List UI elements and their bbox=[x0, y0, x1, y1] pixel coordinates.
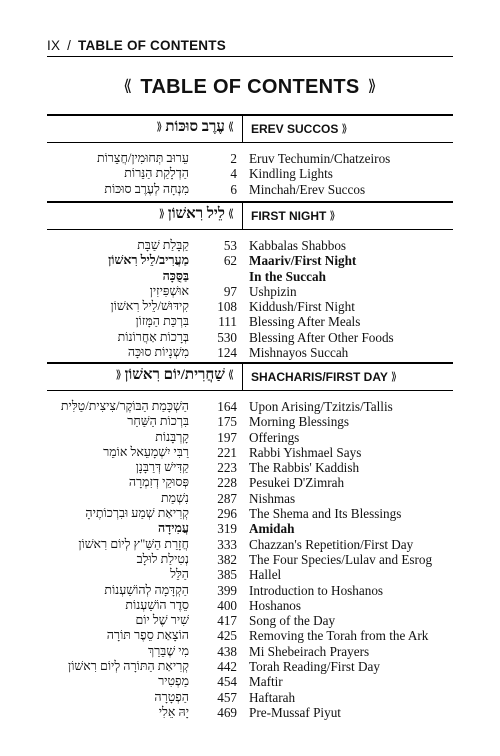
entry-page-number: 469 bbox=[217, 704, 237, 720]
entry-english-title: In the Succah bbox=[249, 268, 326, 284]
entry-page-number: 6 bbox=[230, 181, 237, 197]
entry-page-number: 438 bbox=[217, 643, 237, 659]
section-hebrew-title bbox=[112, 367, 237, 384]
entry-page-number: 287 bbox=[217, 490, 237, 506]
page-number: IX bbox=[47, 38, 61, 53]
entry-page-number: 530 bbox=[217, 329, 237, 345]
section-english-label: EREV SUCCOS bbox=[251, 122, 339, 136]
toc-entry[interactable] bbox=[47, 314, 453, 329]
page-title-block bbox=[0, 76, 500, 99]
ornament-icon: ⟫ bbox=[329, 210, 336, 222]
ornament-icon: ⟪ bbox=[158, 208, 165, 220]
ornament-icon: ⟫ bbox=[227, 208, 234, 220]
toc-entry[interactable] bbox=[47, 151, 453, 166]
entry-page-number: 382 bbox=[217, 551, 237, 567]
entry-hebrew-title: קִידּוּשׁ/לֵיל רִאשׁוֹן bbox=[110, 299, 189, 314]
toc-entry[interactable] bbox=[47, 182, 453, 197]
ornament-icon: ⟫ bbox=[341, 123, 348, 135]
page-title: TABLE OF CONTENTS bbox=[140, 76, 360, 98]
toc-entries bbox=[47, 399, 453, 720]
section-hebrew-label: לֵיל רִאשׁוֹן bbox=[167, 206, 225, 222]
toc-entry[interactable] bbox=[47, 506, 453, 521]
toc-entry[interactable] bbox=[47, 552, 453, 567]
toc-entry[interactable] bbox=[47, 269, 453, 284]
toc-entry[interactable] bbox=[47, 567, 453, 582]
section-english-title bbox=[251, 122, 350, 136]
entry-page-number: 4 bbox=[230, 166, 237, 182]
entry-english-title: Song of the Day bbox=[249, 613, 336, 629]
ornament-left-icon: ⟪ bbox=[123, 78, 133, 95]
toc-section bbox=[47, 362, 453, 720]
section-header bbox=[47, 201, 453, 230]
toc-entry[interactable] bbox=[47, 166, 453, 181]
entry-hebrew-title: קַדִּישׁ דְּרַבָּנָן bbox=[135, 460, 189, 475]
entry-page-number: 111 bbox=[218, 314, 237, 330]
entry-page-number: 223 bbox=[217, 460, 237, 476]
entry-hebrew-title: קְרִיאַת הַתּוֹרָה לְיוֹם רִאשׁוֹן bbox=[68, 659, 189, 674]
entry-hebrew-title: בִּרְכוֹת הַשַּׁחַר bbox=[127, 414, 189, 429]
section-english-title bbox=[251, 370, 400, 384]
section-english-label: FIRST NIGHT bbox=[251, 209, 327, 223]
entry-english-title: Rabbi Yishmael Says bbox=[249, 444, 362, 460]
entry-english-title: Kiddush/First Night bbox=[249, 299, 355, 315]
toc-entry[interactable] bbox=[47, 705, 453, 720]
entry-page-number: 197 bbox=[217, 429, 237, 445]
entry-hebrew-title: בְּרָכוֹת אַחֲרוֹנוֹת bbox=[117, 329, 189, 344]
section-hebrew-title bbox=[156, 206, 237, 223]
entry-hebrew-title: נִשְׁמַת bbox=[161, 490, 189, 505]
entry-page-number: 400 bbox=[217, 597, 237, 613]
toc-entry[interactable] bbox=[47, 475, 453, 490]
entry-page-number: 53 bbox=[223, 238, 237, 253]
entry-hebrew-title: הַפְטָרָה bbox=[154, 689, 189, 704]
section-hebrew-label: שַׁחֲרִית/יוֹם רִאשׁוֹן bbox=[124, 367, 225, 383]
entry-page-number: 2 bbox=[230, 151, 237, 166]
entry-hebrew-title: מִשְׁנָיוֹת סוּכָּה bbox=[127, 345, 189, 360]
section-english-label: SHACHARIS/FIRST DAY bbox=[251, 370, 388, 384]
entry-english-title: Minchah/Erev Succos bbox=[249, 181, 366, 197]
toc-entry[interactable] bbox=[47, 430, 453, 445]
entry-page-number: 221 bbox=[217, 444, 237, 460]
entry-english-title: The Shema and Its Blessings bbox=[249, 506, 402, 522]
entry-hebrew-title: פְּסוּקֵי דְזִמְרָה bbox=[128, 475, 189, 490]
section-hebrew-label: עֶרֶב סוּכּוֹת bbox=[165, 119, 225, 135]
entry-page-number: 164 bbox=[217, 399, 237, 414]
entry-page-number: 97 bbox=[223, 283, 237, 299]
entry-hebrew-title: מַפְטִיר bbox=[158, 674, 189, 689]
entry-english-title: Ushpizin bbox=[249, 283, 297, 299]
entry-hebrew-title: יָהּ אֵלִי bbox=[158, 704, 189, 719]
entry-hebrew-title: בִּרְכַּת הַמָּזוֹן bbox=[135, 314, 189, 329]
header-rule bbox=[47, 56, 453, 57]
ornament-right-icon: ⟫ bbox=[367, 78, 377, 95]
entry-page-number: 175 bbox=[217, 414, 237, 430]
entry-hebrew-title: קַבָּלַת שַׁבָּת bbox=[137, 238, 189, 252]
toc-entry[interactable] bbox=[47, 414, 453, 429]
toc-entry[interactable] bbox=[47, 598, 453, 613]
entry-hebrew-title: מִי שֶׁבֵּרַךְ bbox=[148, 643, 189, 658]
entry-hebrew-title: קָרְבָּנוֹת bbox=[155, 429, 189, 444]
toc-entry[interactable] bbox=[47, 613, 453, 628]
entry-english-title: Blessing After Other Foods bbox=[249, 329, 394, 345]
entry-hebrew-title: מִנְחָה לְעֶרֶב סוּכּוֹת bbox=[104, 181, 189, 196]
entry-page-number: 425 bbox=[217, 628, 237, 644]
column-divider bbox=[242, 364, 243, 390]
ornament-icon: ⟫ bbox=[227, 121, 234, 133]
toc-entry[interactable] bbox=[47, 284, 453, 299]
entry-english-title: Maftir bbox=[249, 674, 283, 690]
toc-entry[interactable] bbox=[47, 628, 453, 643]
entry-page-number: 385 bbox=[217, 567, 237, 583]
entry-english-title: Pre-Mussaf Piyut bbox=[249, 704, 341, 720]
toc-entry[interactable] bbox=[47, 445, 453, 460]
section-english-title bbox=[251, 209, 338, 223]
entry-hebrew-title: הַקְדָּמָה לְהוֹשַׁעְנוֹת bbox=[104, 582, 189, 597]
entry-page-number: 457 bbox=[217, 689, 237, 705]
toc-entry[interactable] bbox=[47, 690, 453, 705]
section-hebrew-title bbox=[153, 119, 237, 136]
entry-english-title: Eruv Techumin/Chatzeiros bbox=[249, 151, 391, 166]
toc-entry[interactable] bbox=[47, 299, 453, 314]
entry-hebrew-title: רַבִּי יִשְׁמָעֵאל אוֹמֵר bbox=[103, 444, 189, 459]
entry-english-title: Mishnayos Succah bbox=[249, 345, 349, 361]
toc-entry[interactable] bbox=[47, 674, 453, 689]
entry-english-title: Nishmas bbox=[249, 490, 296, 506]
entry-english-title: The Rabbis' Kaddish bbox=[249, 460, 360, 476]
entry-english-title: Mi Shebeirach Prayers bbox=[249, 643, 370, 659]
entry-english-title: Kabbalas Shabbos bbox=[249, 238, 347, 253]
entry-hebrew-title: קְרִיאַת שְׁמַע וּבִרְכוֹתֶיהָ bbox=[85, 506, 189, 521]
running-head bbox=[47, 38, 226, 53]
entry-english-title: Offerings bbox=[249, 429, 300, 445]
toc-entry[interactable] bbox=[47, 521, 453, 536]
entry-page-number: 124 bbox=[217, 345, 237, 361]
entry-english-title: Amidah bbox=[249, 521, 295, 537]
toc-entries bbox=[47, 151, 453, 197]
entry-english-title: Kindling Lights bbox=[249, 166, 333, 182]
entry-english-title: Torah Reading/First Day bbox=[249, 659, 380, 675]
entry-hebrew-title: אוּשְׁפִּיזִין bbox=[149, 283, 189, 298]
entry-hebrew-title: נְטִילַת לוּלָב bbox=[136, 551, 189, 566]
toc-section bbox=[47, 114, 453, 197]
toc-entry[interactable] bbox=[47, 659, 453, 674]
entry-page-number: 319 bbox=[217, 521, 237, 537]
toc-entry[interactable] bbox=[47, 644, 453, 659]
entry-english-title: The Four Species/Lulav and Esrog bbox=[249, 551, 433, 567]
entry-page-number: 442 bbox=[217, 659, 237, 675]
running-head-title: TABLE OF CONTENTS bbox=[78, 38, 226, 53]
entry-hebrew-title: הַלֵּל bbox=[170, 567, 189, 582]
entry-page-number: 228 bbox=[217, 475, 237, 491]
ornament-icon: ⟫ bbox=[390, 371, 398, 383]
entry-hebrew-title: בַּסֻּכָּה bbox=[162, 268, 189, 283]
toc-entry[interactable] bbox=[47, 537, 453, 552]
toc-entry[interactable] bbox=[47, 583, 453, 598]
toc-entry[interactable] bbox=[47, 330, 453, 345]
entry-page-number: 333 bbox=[217, 536, 237, 552]
column-divider bbox=[242, 203, 243, 229]
ornament-icon: ⟪ bbox=[156, 121, 163, 133]
entry-english-title: Pesukei D'Zimrah bbox=[249, 475, 345, 491]
entry-hebrew-title: הַדְלָקַת הַנֵּרוֹת bbox=[124, 166, 189, 181]
entry-english-title: Morning Blessings bbox=[249, 414, 350, 430]
entry-english-title: Chazzan's Repetition/First Day bbox=[249, 536, 414, 552]
entry-hebrew-title: חֲזָרַת הַשַּׁ"ץ לְיוֹם רִאשׁוֹן bbox=[78, 536, 189, 551]
entry-hebrew-title: עֲמִידָה bbox=[158, 521, 189, 536]
entry-page-number: 417 bbox=[217, 613, 237, 629]
toc-entry[interactable] bbox=[47, 460, 453, 475]
entry-hebrew-title: מַעֲרִיב/לֵיל רִאשׁוֹן bbox=[108, 253, 189, 268]
toc-section bbox=[47, 201, 453, 360]
entry-hebrew-title: סֵדֶר הוֹשַׁעְנוֹת bbox=[125, 597, 189, 612]
toc-entry[interactable] bbox=[47, 399, 453, 414]
entry-english-title: Removing the Torah from the Ark bbox=[249, 628, 429, 644]
toc-entry[interactable] bbox=[47, 238, 453, 253]
entry-english-title: Blessing After Meals bbox=[249, 314, 361, 330]
running-head-separator: / bbox=[67, 38, 72, 53]
entry-hebrew-title: עֵרוּב תְּחוּמִין/חֲצֵרוֹת bbox=[96, 151, 189, 165]
entry-english-title: Haftarah bbox=[249, 689, 296, 705]
ornament-icon: ⟪ bbox=[115, 369, 122, 381]
toc-entry[interactable] bbox=[47, 345, 453, 360]
entry-english-title: Hallel bbox=[249, 567, 282, 583]
entry-hebrew-title: הוֹצָאַת סֵפֶר תּוֹרָה bbox=[106, 628, 189, 643]
entry-english-title: Maariv/First Night bbox=[249, 253, 357, 269]
section-header bbox=[47, 362, 453, 391]
column-divider bbox=[242, 116, 243, 142]
entry-page-number: 108 bbox=[217, 299, 237, 315]
section-header bbox=[47, 114, 453, 143]
entry-english-title: Hoshanos bbox=[249, 597, 302, 613]
entry-english-title: Upon Arising/Tzitzis/Tallis bbox=[249, 399, 393, 414]
entry-page-number: 454 bbox=[217, 674, 237, 690]
entry-hebrew-title: הַשְׁכָּמַת הַבּוֹקֶר/צִיצִית/טַלִּית bbox=[60, 399, 189, 413]
entry-english-title: Introduction to Hoshanos bbox=[249, 582, 384, 598]
entry-page-number: 399 bbox=[217, 582, 237, 598]
entry-hebrew-title: שִׁיר שֶׁל יוֹם bbox=[135, 613, 189, 628]
toc-entries bbox=[47, 238, 453, 360]
ornament-icon: ⟫ bbox=[227, 369, 234, 381]
toc-entry[interactable] bbox=[47, 253, 453, 268]
entry-page-number: 62 bbox=[223, 253, 237, 269]
entry-page-number: 296 bbox=[217, 506, 237, 522]
toc-entry[interactable] bbox=[47, 491, 453, 506]
